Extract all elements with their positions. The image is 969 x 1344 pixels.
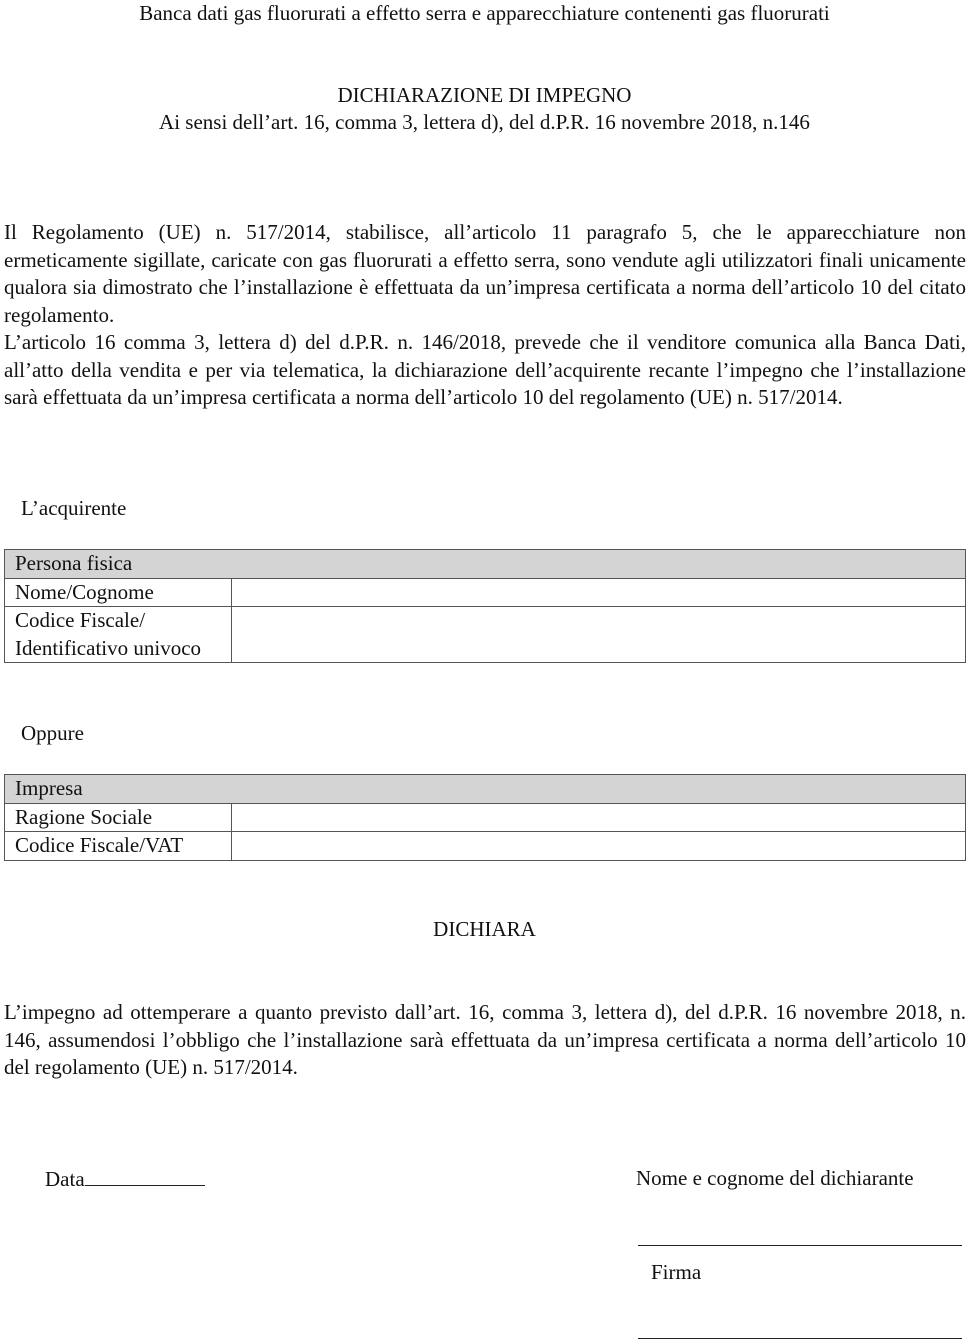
- dichiara-paragraph: L’impegno ad ottemperare a quanto previsto dall’art. 16, comma 3, lettera d), del d.P.R. 16 novembre 2018, n. 146, assumendosi l’obbligo che l’installazione sarà effettuata da un’impresa certificata a norma dell’articolo 10 del regolamento (UE) n. 517/2014.: [4, 1000, 966, 1079]
- codice-fiscale-identificativo-label: Codice Fiscale/ Identificativo univoco: [5, 607, 232, 663]
- ragione-sociale-label: Ragione Sociale: [5, 803, 232, 832]
- dichiara-heading: DICHIARA: [433, 917, 536, 941]
- ragione-sociale-field[interactable]: [232, 803, 966, 832]
- codice-fiscale-vat-field[interactable]: [232, 832, 966, 861]
- data-label: Data: [45, 1167, 85, 1191]
- nome-dichiarante-label: Nome e cognome del dichiarante: [636, 1166, 914, 1190]
- codice-fiscale-identificativo-field[interactable]: [232, 607, 966, 663]
- database-header: Banca dati gas fluorurati a effetto serra e apparecchiature contenenti gas fluorurati: [139, 1, 830, 25]
- table-row: [5, 578, 966, 607]
- table-row: [5, 832, 966, 861]
- nome-dichiarante-line[interactable]: [638, 1245, 962, 1246]
- persona-fisica-table: [4, 549, 966, 663]
- table-row: [5, 803, 966, 832]
- impresa-heading-row: [5, 775, 966, 804]
- intro-paragraph-articolo: L’articolo 16 comma 3, lettera d) del d.P.R. n. 146/2018, prevede che il venditore comunica alla Banca Dati, all’atto della vendita e per via telematica, la dichiarazione dell’acquirente recante l’impegno che l’installazione sarà effettuata da un’impresa certificata a norma dell’articolo 10 del regolamento (UE) n. 517/2014.: [4, 330, 966, 409]
- nome-cognome-label: Nome/Cognome: [5, 578, 232, 607]
- acquirente-label: L’acquirente: [21, 496, 127, 520]
- table-row: [5, 607, 966, 663]
- persona-fisica-heading-row: [5, 550, 966, 579]
- document-subtitle: Ai sensi dell’art. 16, comma 3, lettera d), del d.P.R. 16 novembre 2018, n.146: [159, 110, 810, 134]
- data-signature-block: [45, 1165, 205, 1193]
- codice-fiscale-vat-label: Codice Fiscale/VAT: [5, 832, 232, 861]
- oppure-label: Oppure: [21, 721, 84, 745]
- persona-fisica-heading: Persona fisica: [5, 550, 966, 579]
- impresa-table: [4, 774, 966, 861]
- firma-label: Firma: [651, 1260, 702, 1284]
- intro-paragraph-regolamento: Il Regolamento (UE) n. 517/2014, stabilisce, all’articolo 11 paragrafo 5, che le apparecchiature non ermeticamente sigillate, caricate con gas fluorurati a effetto serra, sono vendute agli utilizzatori finali unicamente qualora sia dimostrato che l’installazione è effettuata da un’impresa certificata a norma dell’articolo 10 del citato regolamento.: [4, 220, 966, 327]
- data-field-line[interactable]: [85, 1165, 205, 1186]
- document-title: DICHIARAZIONE DI IMPEGNO: [337, 83, 632, 107]
- nome-cognome-field[interactable]: [232, 578, 966, 607]
- impresa-heading: Impresa: [5, 775, 966, 804]
- firma-line[interactable]: [638, 1338, 962, 1339]
